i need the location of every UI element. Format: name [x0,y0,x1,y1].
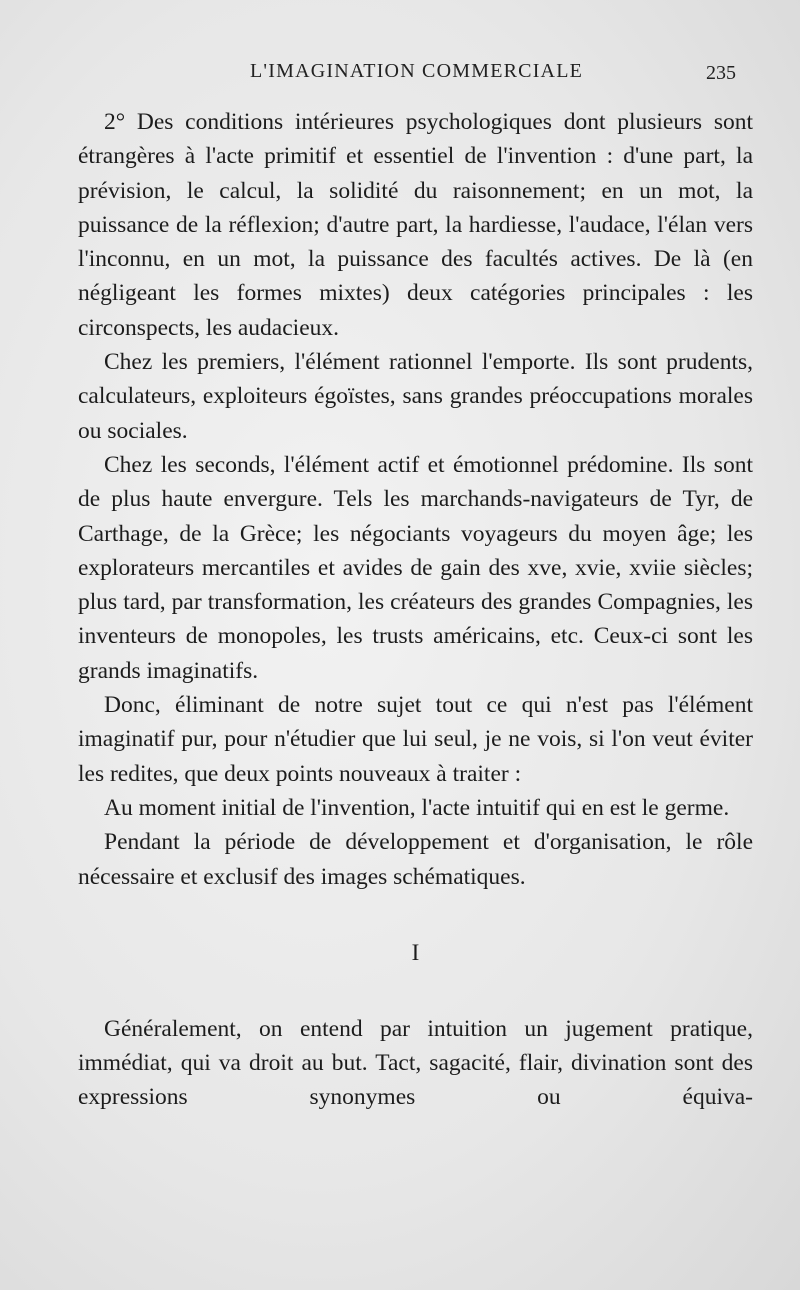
paragraph: Chez les premiers, l'élément rationnel l'emporte. Ils sont prudents, calculateurs, exploiteurs égoïstes, sans grandes préoccupations morales ou sociales. [78,349,753,444]
section-heading: I [411,939,420,965]
page-number: 235 [706,62,736,84]
paragraph: Pendant la période de développement et d'organisation, le rôle nécessaire et exclusif des images schématiques. [78,829,753,890]
body-text [78,105,753,1115]
page-header [0,60,800,90]
paragraph: Au moment initial de l'invention, l'acte intuitif qui en est le germe. [104,794,730,821]
paragraph: Chez les seconds, l'élément actif et émotionnel prédomine. Ils sont de plus haute envergure. Tels les marchands-navigateurs de Tyr, de Carthage, de la Grèce; les négociants voyageurs du moyen âge; les explorateurs mercantiles et avides de gain des xve, xvie, xviie siècles; plus tard, par transformation, les créateurs des grandes Compagnies, les inventeurs de monopoles, les trusts américains, etc. Ceux-ci sont les grands imaginatifs. [78,451,753,684]
running-title: L'IMAGINATION COMMERCIALE [250,60,584,82]
paragraph: Donc, éliminant de notre sujet tout ce qui n'est pas l'élément imaginatif pur, pour n'étudier que lui seul, je ne vois, si l'on veut éviter les redites, que deux points nouveaux à traiter : [78,692,753,787]
paragraph: 2° Des conditions intérieures psychologiques dont plusieurs sont étrangères à l'acte primitif et essentiel de l'invention : d'une part, la prévision, le calcul, la solidité du raisonnement; en un mot, la puissance de la réflexion; d'autre part, la hardiesse, l'audace, l'élan vers l'inconnu, en un mot, la puissance des facultés actives. De là (en négligeant les formes mixtes) deux catégories principales : les circonspects, les audacieux. [78,109,753,341]
paragraph: Généralement, on entend par intuition un jugement pratique, immédiat, qui va droit au but. Tact, sagacité, flair, divination sont des expressions synonymes ou équiva- [78,1015,753,1111]
